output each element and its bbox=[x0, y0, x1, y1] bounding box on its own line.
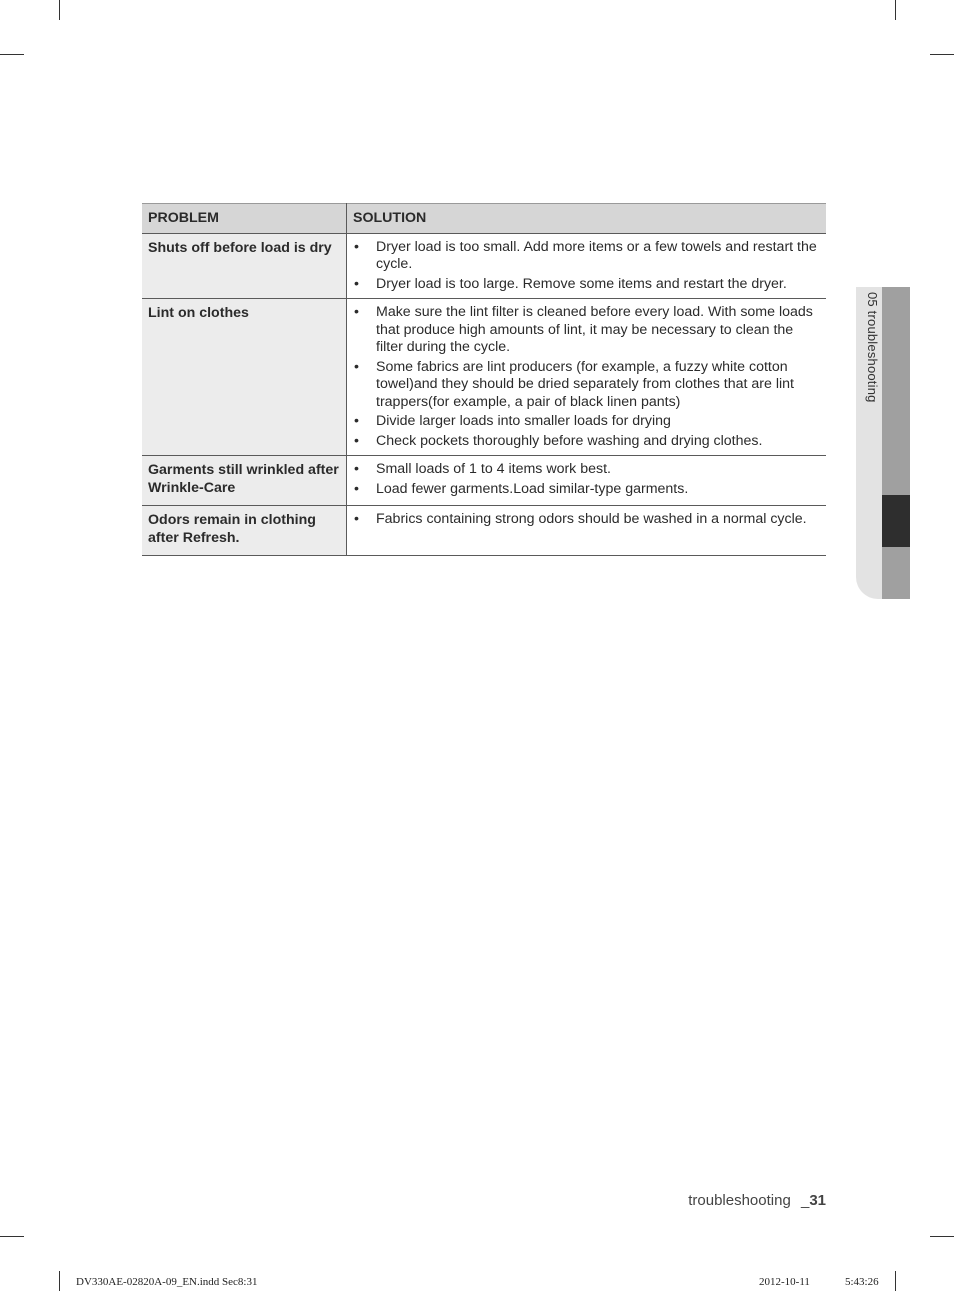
bullet: • bbox=[354, 413, 359, 429]
list-item bbox=[353, 413, 820, 431]
table-row bbox=[142, 506, 826, 556]
table-row bbox=[142, 299, 826, 456]
crop-mark bbox=[930, 54, 954, 55]
bullet: • bbox=[354, 461, 359, 477]
solution-list bbox=[353, 461, 820, 498]
solution-text: Fabrics containing strong odors should be washed in a normal cycle. bbox=[376, 511, 807, 527]
list-item bbox=[353, 461, 820, 479]
slug-date: 2012-10-11 bbox=[759, 1276, 810, 1288]
list-item bbox=[353, 433, 820, 451]
bullet: • bbox=[354, 304, 359, 320]
solution-list bbox=[353, 239, 820, 294]
bullet: • bbox=[354, 275, 359, 292]
crop-mark bbox=[895, 1271, 896, 1291]
slug-time: 5:43:26 bbox=[845, 1276, 879, 1288]
crop-mark bbox=[59, 0, 60, 20]
footer-separator: _ bbox=[800, 1192, 810, 1209]
crop-mark bbox=[930, 1236, 954, 1237]
table-row bbox=[142, 456, 826, 506]
bullet: • bbox=[354, 432, 359, 449]
solution-list bbox=[353, 304, 820, 450]
bullet: • bbox=[354, 238, 359, 255]
list-item bbox=[353, 359, 820, 412]
page-footer bbox=[688, 1192, 826, 1209]
section-tab-marker bbox=[882, 495, 910, 547]
list-item bbox=[353, 276, 820, 294]
bullet: • bbox=[354, 358, 359, 375]
solution-text: Make sure the lint filter is cleaned before every load. With some loads that produce high amounts of lint, it may be necessary to clean the filter during the cycle. bbox=[376, 304, 813, 355]
problem-cell: Lint on clothes bbox=[142, 299, 347, 456]
problem-cell: Odors remain in clothing after Refresh. bbox=[142, 506, 347, 556]
crop-mark bbox=[895, 0, 896, 20]
bullet: • bbox=[354, 511, 359, 527]
crop-mark bbox=[0, 1236, 24, 1237]
crop-mark bbox=[0, 54, 24, 55]
solution-text: Small loads of 1 to 4 items work best. bbox=[376, 461, 611, 477]
list-item bbox=[353, 481, 820, 499]
slug-file: DV330AE-02820A-09_EN.indd Sec8:31 bbox=[76, 1276, 258, 1288]
header-problem: PROBLEM bbox=[142, 204, 347, 234]
section-tab-label: 05 troubleshooting bbox=[865, 292, 880, 403]
list-item bbox=[353, 304, 820, 357]
list-item bbox=[353, 511, 820, 529]
solution-text: Load fewer garments.Load similar-type garments. bbox=[376, 480, 689, 497]
header-solution: SOLUTION bbox=[347, 204, 827, 234]
solution-list bbox=[353, 511, 820, 529]
solution-text: Check pockets thoroughly before washing and drying clothes. bbox=[376, 432, 763, 449]
troubleshooting-table bbox=[142, 203, 826, 556]
table-row bbox=[142, 233, 826, 299]
section-tab-strip bbox=[882, 287, 910, 599]
solution-text: Divide larger loads into smaller loads for drying bbox=[376, 413, 671, 429]
table-header-row bbox=[142, 204, 826, 234]
solution-cell bbox=[347, 506, 827, 556]
bullet: • bbox=[354, 480, 359, 497]
solution-text: Some fabrics are lint producers (for example, a fuzzy white cotton towel)and they should be dried separately from clothes that are lint trappers(for example, a pair of black linen pants) bbox=[376, 358, 794, 410]
solution-cell bbox=[347, 299, 827, 456]
list-item bbox=[353, 239, 820, 274]
problem-cell: Garments still wrinkled after Wrinkle-Care bbox=[142, 456, 347, 506]
solution-cell bbox=[347, 233, 827, 299]
crop-mark bbox=[59, 1271, 60, 1291]
solution-cell bbox=[347, 456, 827, 506]
problem-cell: Shuts off before load is dry bbox=[142, 233, 347, 299]
solution-text: Dryer load is too large. Remove some items and restart the dryer. bbox=[376, 275, 787, 292]
page-number: 31 bbox=[809, 1192, 826, 1209]
footer-section: troubleshooting bbox=[688, 1192, 791, 1209]
solution-text: Dryer load is too small. Add more items or a few towels and restart the cycle. bbox=[376, 238, 817, 272]
